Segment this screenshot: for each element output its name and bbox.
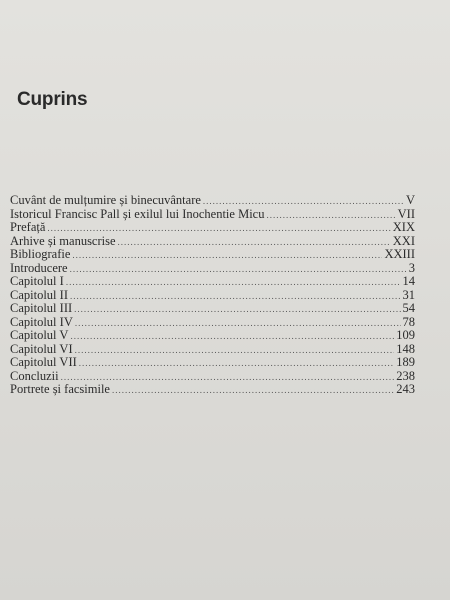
toc-entry <box>10 370 415 384</box>
toc-entry-page: 14 <box>402 274 415 288</box>
toc-entry-page: XIX <box>392 220 415 234</box>
toc-entry-label: Concluzii <box>10 368 59 383</box>
toc-entry-label: Cuvânt de mulțumire și binecuvântare <box>10 193 201 207</box>
toc-entry-label: Capitolul IV <box>10 314 73 329</box>
toc-entry-label: Capitolul V <box>10 328 69 342</box>
toc-entry-page: 109 <box>396 328 415 342</box>
leader-dots <box>75 317 401 331</box>
leader-dots <box>74 303 400 317</box>
toc-entry-page: 189 <box>396 355 415 369</box>
leader-dots <box>61 371 395 385</box>
toc-entry <box>10 248 415 262</box>
page-title: Cuprins <box>17 89 88 110</box>
leader-dots <box>118 236 391 250</box>
toc-entry-page: 238 <box>396 368 415 383</box>
toc-entry-label: Bibliografie <box>10 247 71 261</box>
toc-entry <box>10 208 415 222</box>
toc-entry-page: XXI <box>392 233 415 248</box>
toc-entry <box>10 221 415 235</box>
toc-entry <box>10 356 415 370</box>
toc-entry <box>10 343 415 357</box>
toc-entry-label: Prefață <box>10 220 46 234</box>
leader-dots <box>70 290 401 304</box>
toc-entry-page: 31 <box>402 287 415 302</box>
leader-dots <box>70 263 407 277</box>
toc-entry <box>10 329 415 343</box>
toc-entry <box>10 262 415 276</box>
toc-entry <box>10 289 415 303</box>
toc-entry-page: XXIII <box>384 247 415 261</box>
toc-entry-label: Portrete și facsimile <box>10 382 110 396</box>
toc-entry <box>10 316 415 330</box>
toc-entry-page: 243 <box>396 382 415 396</box>
toc-entry-page: 54 <box>402 301 415 315</box>
toc-entry <box>10 275 415 289</box>
toc-entry-label: Capitolul VII <box>10 355 77 369</box>
toc-entry-label: Istoricul Francisc Pall și exilul lui Inochentie Micu <box>10 206 265 221</box>
toc-entry-page: V <box>405 193 415 207</box>
toc-entry <box>10 194 415 208</box>
leader-dots <box>72 249 382 263</box>
toc-entry-label: Arhive și manuscrise <box>10 233 116 248</box>
table-of-contents <box>10 194 415 397</box>
toc-entry <box>10 235 415 249</box>
toc-entry-label: Capitolul II <box>10 287 68 302</box>
toc-entry-page: 148 <box>396 341 415 356</box>
leader-dots <box>79 357 394 371</box>
leader-dots <box>112 384 394 398</box>
toc-entry-label: Introducere <box>10 260 68 275</box>
leader-dots <box>66 276 401 290</box>
toc-entry-page: 3 <box>408 260 415 275</box>
leader-dots <box>70 330 394 344</box>
toc-entry <box>10 302 415 316</box>
toc-entry-page: VII <box>397 206 415 221</box>
toc-entry-label: Capitolul VI <box>10 341 73 356</box>
toc-entry <box>10 383 415 397</box>
leader-dots <box>75 344 395 358</box>
leader-dots <box>266 209 395 223</box>
toc-entry-page: 78 <box>402 314 415 329</box>
toc-entry-label: Capitolul III <box>10 301 73 315</box>
toc-entry-label: Capitolul I <box>10 274 64 288</box>
